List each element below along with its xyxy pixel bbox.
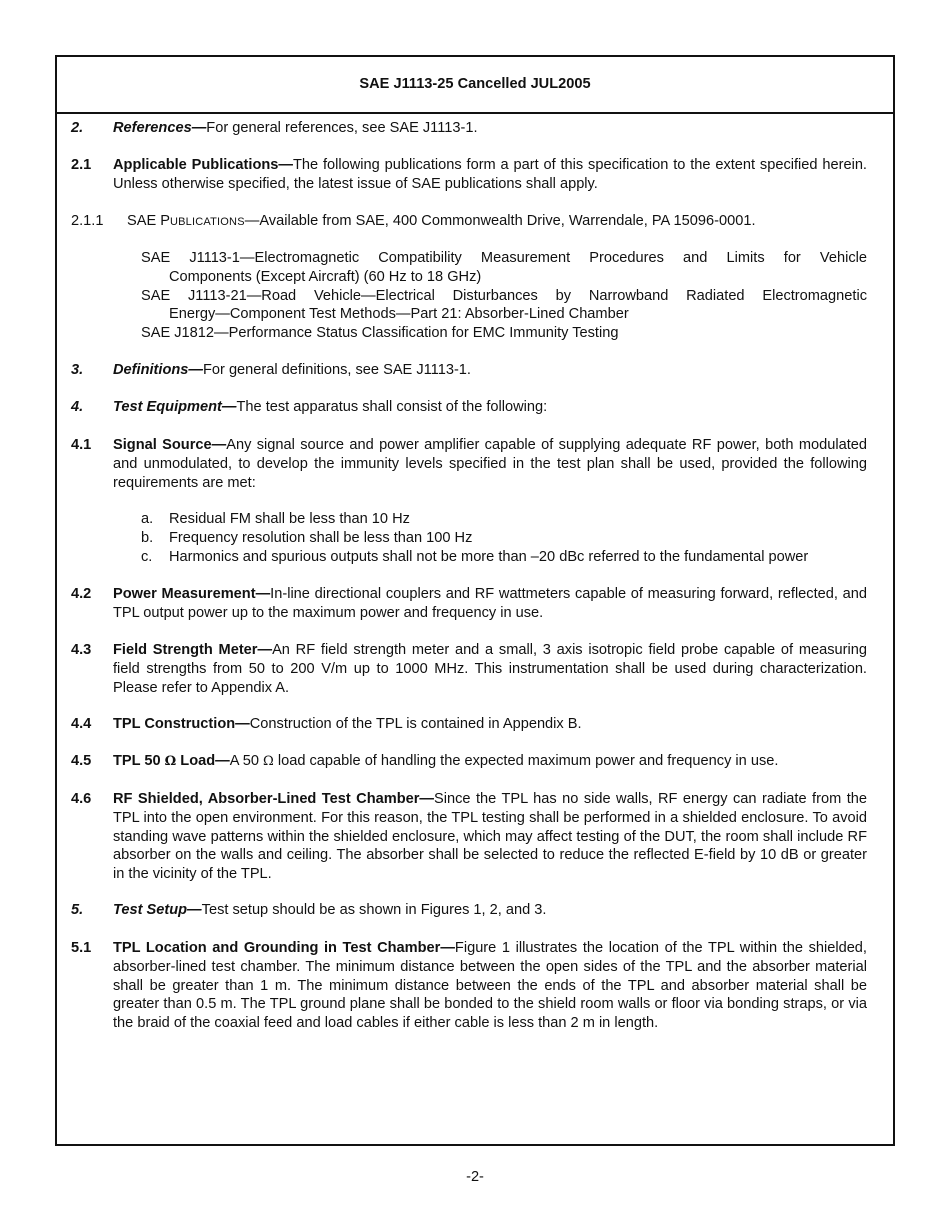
section-number: 4.6 [71,791,92,807]
section-text: Any signal source and power amplifier capable of supplying adequate RF power, both modulated and unmodulated, to develop the immunity levels specified in the test plan shall be used, provided the following requirements are met: [113,437,867,491]
omega-symbol: Ω [263,754,274,769]
section-3 [71,361,867,380]
section-4-4 [71,715,867,734]
section-title: Signal Source— [113,437,227,453]
section-number: 2.1 [71,157,92,173]
section-4-1 [71,436,867,492]
section-title: Definitions— [113,362,203,378]
section-number: 4.2 [71,586,92,602]
section-number: 4.3 [71,642,92,658]
section-2-1 [71,156,867,194]
section-title-a: TPL 50 [113,753,165,769]
section-4-5 [71,752,867,772]
pub-initial: P [160,213,170,229]
document-title: SAE J1113-25 Cancelled JUL2005 [359,76,591,93]
section-5 [71,901,867,920]
section-4-2 [71,585,867,623]
section-4 [71,398,867,417]
section-2 [71,119,867,138]
reference-item [141,287,867,325]
requirements-list [71,510,867,566]
reference-list [71,249,867,343]
section-title: Test Equipment— [113,399,237,415]
section-text: Figure 1 illustrates the location of the TPL within the shielded, absorber-lined test chamber. The minimum distance between the open sides of the TPL and the absorber material shall be greater than 1 m. The minimum distance between the ends of the TPL and absorber material shall be greater than 0.5 m. The TPL ground plane shall be bonded to the shield room walls or floor via bonding straps, or via the braid of the coaxial feed and load cables if either cable is less than 2 m in length. [113,940,867,1032]
list-text: Residual FM shall be less than 10 Hz [169,511,410,527]
section-text: The test apparatus shall consist of the following: [236,399,548,415]
list-label: b. [141,529,154,546]
page-number: -2- [466,1169,484,1185]
section-title-b: Load— [176,753,230,769]
section-title: Test Setup— [113,902,202,918]
reference-line: Components (Except Aircraft) (60 Hz to 18 GHz) [169,268,482,285]
reference-line: SAE J1113-21—Road Vehicle—Electrical Disturbances by Narrowband Radiated Electromagnetic [141,287,867,304]
section-title: Field Strength Meter— [113,642,273,658]
list-item [141,510,867,529]
section-5-1 [71,939,867,1033]
section-text: The following publications form a part of this specification to the extent specified herein. Unless otherwise specified, the latest issue of SAE publications shall apply. [113,157,867,192]
section-number: 4.5 [71,753,92,769]
section-number: 5. [71,902,84,918]
list-text: Frequency resolution shall be less than 100 Hz [169,529,473,546]
section-title: Applicable Publications— [113,157,293,173]
section-text: For general references, see SAE J1113-1. [206,120,478,136]
section-text: An RF field strength meter and a small, 3 axis isotropic field probe capable of measuring field strengths from 50 to 200 V/m up to 1000 MHz. This instrumentation shall be used during characterization. Please refer to Appendix A. [113,642,867,696]
section-number: 4. [71,399,84,415]
section-number: 5.1 [71,940,92,956]
list-item [141,529,867,548]
section-4-6 [71,790,867,884]
section-2-1-1 [71,212,867,232]
section-text: In-line directional couplers and RF wattmeters capable of measuring forward, reflected, and TPL output power up to the maximum power and frequency in use. [113,586,867,621]
section-4-3 [71,641,867,697]
section-number: 2. [71,120,84,136]
section-title: TPL Location and Grounding in Test Chamber— [113,940,455,956]
omega-symbol: Ω [164,754,177,769]
reference-item [141,249,867,287]
section-text: —Available from SAE, 400 Commonwealth Drive, Warrendale, PA 15096-0001. [244,213,756,229]
section-number: 4.4 [71,716,92,732]
reference-line: Energy—Component Test Methods—Part 21: Absorber-Lined Chamber [169,306,629,323]
sae-label: SAE [127,213,161,229]
section-number: 2.1.1 [71,213,104,229]
section-text: Since the TPL has no side walls, RF energy can radiate from the TPL into the open environment. For this reason, the TPL testing shall be performed in a shielded enclosure. To avoid standing wave patterns within the shielded enclosure, which may affect testing of the DUT, the room shall include RF absorber on the walls and ceiling. The absorber shall be selected to reduce the reflected E-field by 10 dB or greater in the vicinity of the TPL. [113,791,867,883]
list-text: Harmonics and spurious outputs shall not be more than –20 dBc referred to the fundamental power [169,548,809,565]
reference-line: SAE J1113-1—Electromagnetic Compatibility Measurement Procedures and Limits for Vehicle [141,250,867,266]
section-text: For general definitions, see SAE J1113-1. [203,362,471,378]
section-number: 4.1 [71,437,92,453]
list-label: c. [141,548,153,565]
section-text-a: A 50 [229,753,264,769]
section-title: RF Shielded, Absorber-Lined Test Chamber— [113,791,435,807]
section-title: References— [113,120,207,136]
page-frame [55,55,895,1146]
list-item [141,548,867,567]
section-title: Power Measurement— [113,586,271,602]
section-text: Test setup should be as shown in Figures 1, 2, and 3. [201,902,547,918]
section-text: Construction of the TPL is contained in Appendix B. [249,716,582,732]
reference-item [141,324,867,343]
document-header [57,57,893,114]
pub-smallcaps: UBLICATIONS [170,216,245,228]
section-number: 3. [71,362,84,378]
list-label: a. [141,511,154,527]
section-text-b: load capable of handling the expected maximum power and frequency in use. [273,753,779,769]
reference-line: SAE J1812—Performance Status Classification for EMC Immunity Testing [141,325,619,342]
section-title: TPL Construction— [113,716,250,732]
